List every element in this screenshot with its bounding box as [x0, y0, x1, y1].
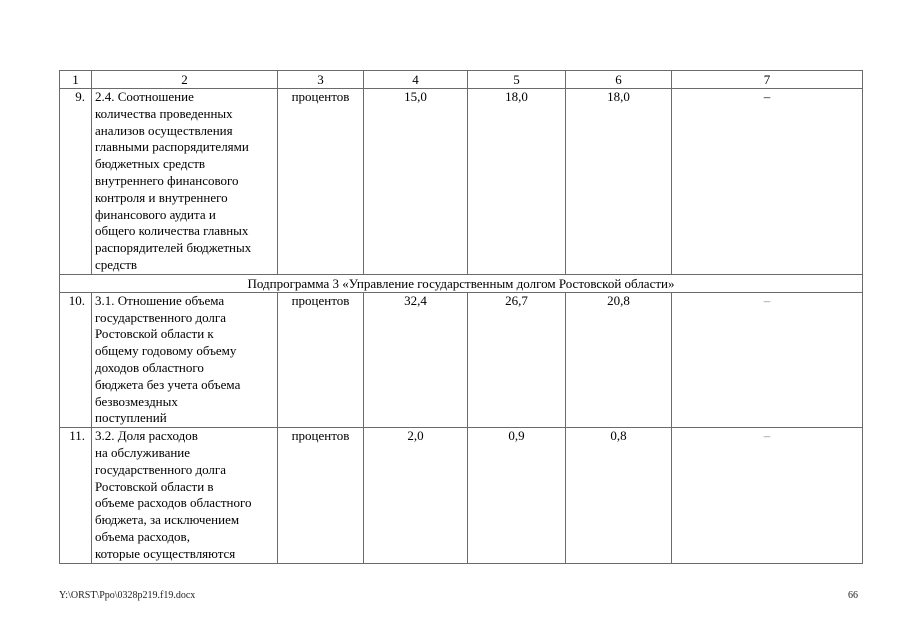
value-cell: 18,0	[566, 89, 672, 275]
note-cell: –	[672, 89, 863, 275]
table-row	[60, 89, 863, 275]
column-header: 3	[278, 71, 364, 89]
subprogram-row	[60, 274, 863, 292]
value-cell: 0,8	[566, 428, 672, 563]
document-path: Y:\ORST\Ppo\0328p219.f19.docx	[59, 590, 196, 601]
value-cell: 26,7	[468, 292, 566, 427]
note-cell: –	[672, 428, 863, 563]
table-row	[60, 428, 863, 563]
column-header: 1	[60, 71, 92, 89]
indicator-name: 3.2. Доля расходов на обслуживание государственного долга Ростовской области в объеме расходов областного бюджета, за исключением объема расходов, которые осуществляются	[92, 428, 278, 563]
value-cell: 18,0	[468, 89, 566, 275]
indicators-table	[59, 70, 863, 564]
indicator-name: 3.1. Отношение объема государственного долга Ростовской области к общему годовому объему доходов областного бюджета без учета объема безвозмездных поступлений	[92, 292, 278, 427]
subprogram-title: Подпрограмма 3 «Управление государственным долгом Ростовской области»	[60, 274, 863, 292]
indicator-name: 2.4. Соотношение количества проведенных анализов осуществления главными распорядителями бюджетных средств внутреннего финансового контроля и внутреннего финансового аудита и общего количества главных распорядителей бюджетных средств	[92, 89, 278, 275]
column-header: 6	[566, 71, 672, 89]
value-cell: 2,0	[364, 428, 468, 563]
unit-cell: процентов	[278, 89, 364, 275]
value-cell: 0,9	[468, 428, 566, 563]
column-header: 7	[672, 71, 863, 89]
column-header: 5	[468, 71, 566, 89]
table-row	[60, 292, 863, 427]
unit-cell: процентов	[278, 428, 364, 563]
row-number: 9.	[60, 89, 92, 275]
table-header-row	[60, 71, 863, 89]
row-number: 11.	[60, 428, 92, 563]
value-cell: 20,8	[566, 292, 672, 427]
column-header: 2	[92, 71, 278, 89]
unit-cell: процентов	[278, 292, 364, 427]
value-cell: 15,0	[364, 89, 468, 275]
value-cell: 32,4	[364, 292, 468, 427]
row-number: 10.	[60, 292, 92, 427]
page-number: 66	[848, 590, 858, 601]
note-cell: –	[672, 292, 863, 427]
column-header: 4	[364, 71, 468, 89]
